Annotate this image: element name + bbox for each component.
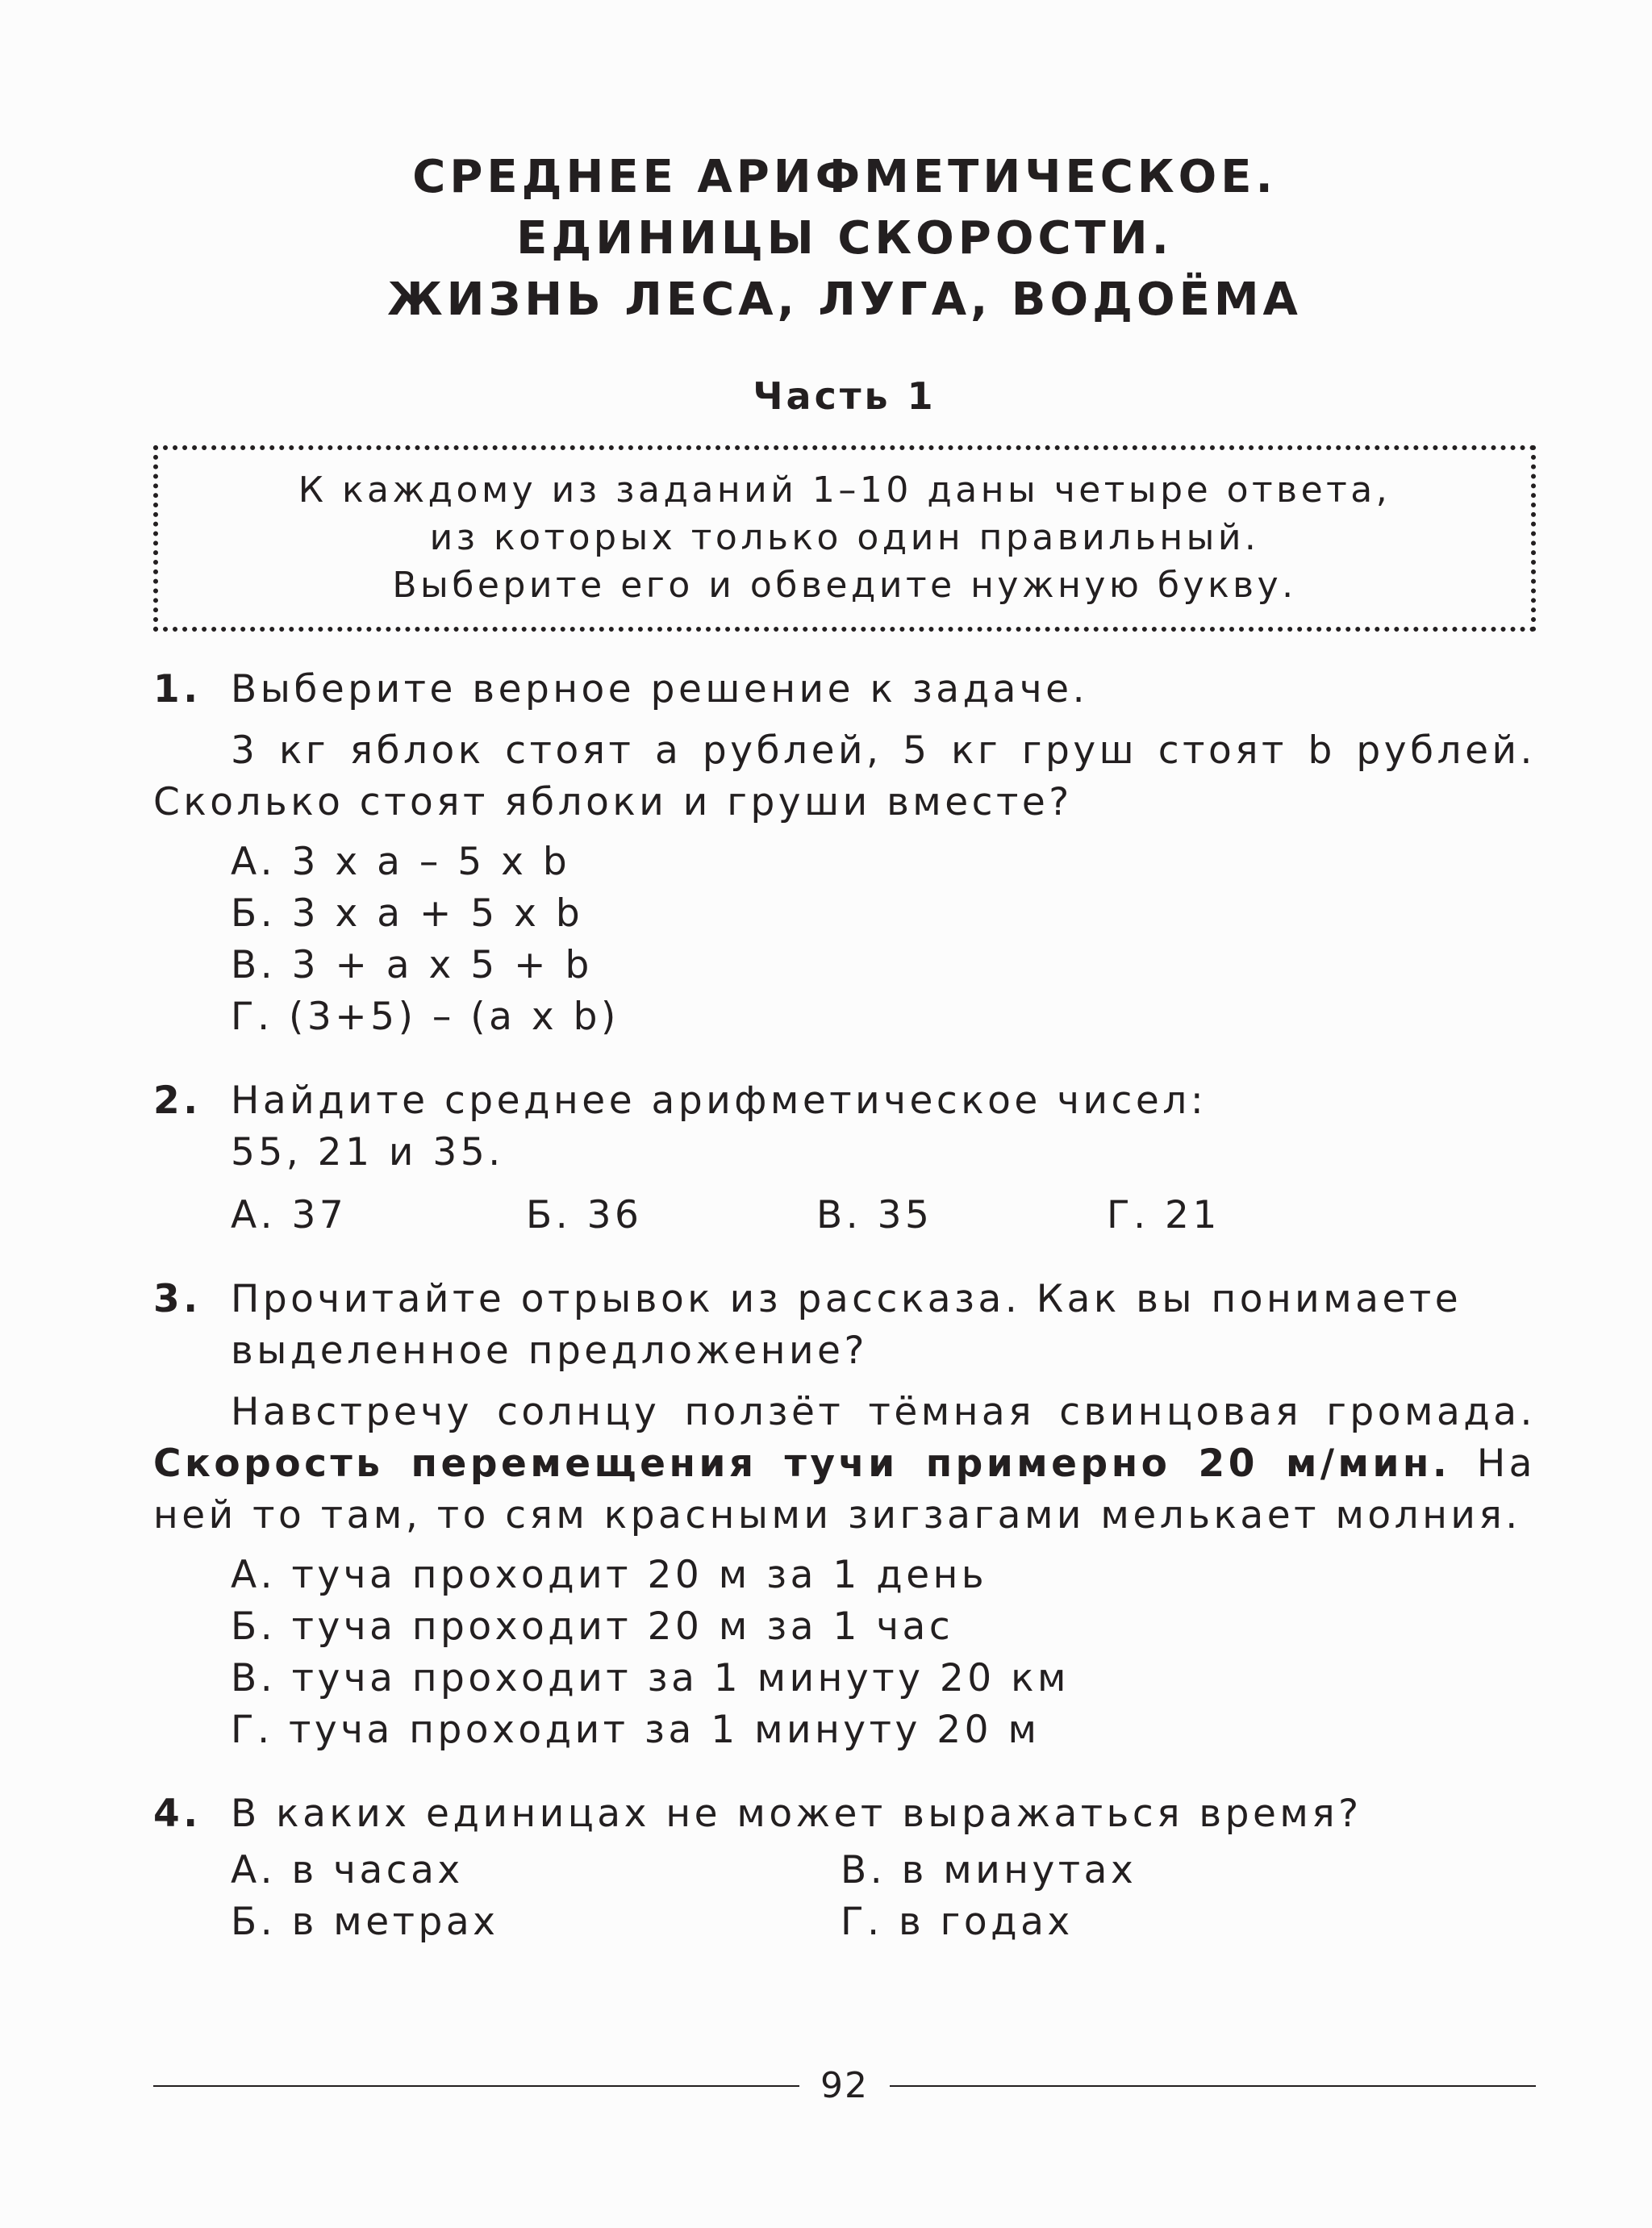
answer-option[interactable]: В. в минутах (841, 1848, 1137, 1892)
story-excerpt (153, 1387, 1536, 1542)
question-3-header (153, 1274, 1536, 1377)
page-content (153, 129, 1536, 1948)
excerpt-end: На ней то там, то сям красными зигзагами мелькает молния. (153, 1442, 1536, 1537)
excerpt-start: Навстречу солнцу ползёт тёмная свинцовая громада. (231, 1390, 1536, 1434)
question-3-text: Прочитайте отрывок из рассказа. Как вы понимаете выделенное предложение? (231, 1277, 1462, 1373)
question-2 (153, 1075, 1536, 1241)
question-3 (153, 1274, 1536, 1756)
question-number: 2. (153, 1079, 202, 1123)
excerpt-highlighted-sentence: Скорость перемещения тучи примерно 20 м/мин. (153, 1442, 1451, 1486)
question-4-text: В каких единицах не может выражаться время? (231, 1792, 1362, 1836)
question-4-header (153, 1788, 1536, 1840)
title-line-3: ЖИЗНЬ ЛЕСА, ЛУГА, ВОДОЁМА (387, 273, 1302, 326)
question-1-text: Выберите верное решение к задаче. (231, 667, 1089, 711)
question-2-header (153, 1075, 1536, 1179)
question-3-options (153, 1550, 1536, 1756)
question-number: 4. (153, 1792, 202, 1836)
answer-option[interactable]: Б. 3 х a + 5 х b (231, 891, 584, 936)
page-number: 92 (820, 2065, 869, 2106)
page-title (153, 147, 1536, 331)
answer-option[interactable]: Г. (3+5) – (a х b) (231, 995, 620, 1039)
answer-option[interactable]: А. 3 х a – 5 х b (231, 840, 571, 884)
question-number: 3. (153, 1277, 202, 1321)
answer-option[interactable]: А. 37 (231, 1193, 348, 1237)
answer-option[interactable]: Б. в метрах (231, 1900, 499, 1944)
question-2-options (153, 1190, 1536, 1241)
answer-option[interactable]: В. 35 (816, 1193, 933, 1237)
answer-option[interactable]: А. в часах (231, 1848, 464, 1892)
answer-option[interactable]: Б. 36 (526, 1193, 643, 1237)
footer-rule-left (153, 2085, 799, 2087)
question-4 (153, 1788, 1536, 1948)
question-1-options (153, 837, 1536, 1043)
question-1-problem: 3 кг яблок стоят a рублей, 5 кг груш стоят b рублей. Сколько стоят яблоки и груши вместе? (153, 728, 1536, 824)
part-heading: Часть 1 (753, 374, 937, 418)
instructions-line-3: Выберите его и обведите нужную букву. (392, 565, 1297, 606)
answer-option[interactable]: Г. в годах (841, 1900, 1074, 1944)
question-4-options (153, 1845, 1536, 1948)
instructions-box (153, 445, 1536, 632)
page-footer (153, 2065, 1536, 2106)
title-line-1: СРЕДНЕЕ АРИФМЕТИЧЕСКОЕ. (412, 151, 1277, 203)
answer-option[interactable]: Г. туча проходит за 1 минуту 20 м (231, 1708, 1041, 1752)
question-1-header (153, 664, 1536, 716)
question-1 (153, 664, 1536, 1043)
answer-option[interactable]: Б. туча проходит 20 м за 1 час (231, 1604, 954, 1649)
answer-option[interactable]: В. туча проходит за 1 минуту 20 км (231, 1656, 1070, 1700)
footer-rule-right (890, 2085, 1536, 2087)
title-line-2: ЕДИНИЦЫ СКОРОСТИ. (516, 212, 1173, 265)
answer-option[interactable]: Г. 21 (1107, 1193, 1220, 1237)
answer-option[interactable]: В. 3 + a х 5 + b (231, 943, 593, 987)
question-number: 1. (153, 667, 202, 711)
question-2-text-line-1: Найдите среднее арифметическое чисел: (231, 1079, 1208, 1123)
question-2-text-line-2: 55, 21 и 35. (231, 1130, 504, 1174)
instructions-line-2: из которых только один правильный. (429, 517, 1260, 558)
answer-option[interactable]: А. туча проходит 20 м за 1 день (231, 1553, 988, 1597)
instructions-line-1: К каждому из заданий 1–10 даны четыре ответа, (298, 469, 1391, 511)
